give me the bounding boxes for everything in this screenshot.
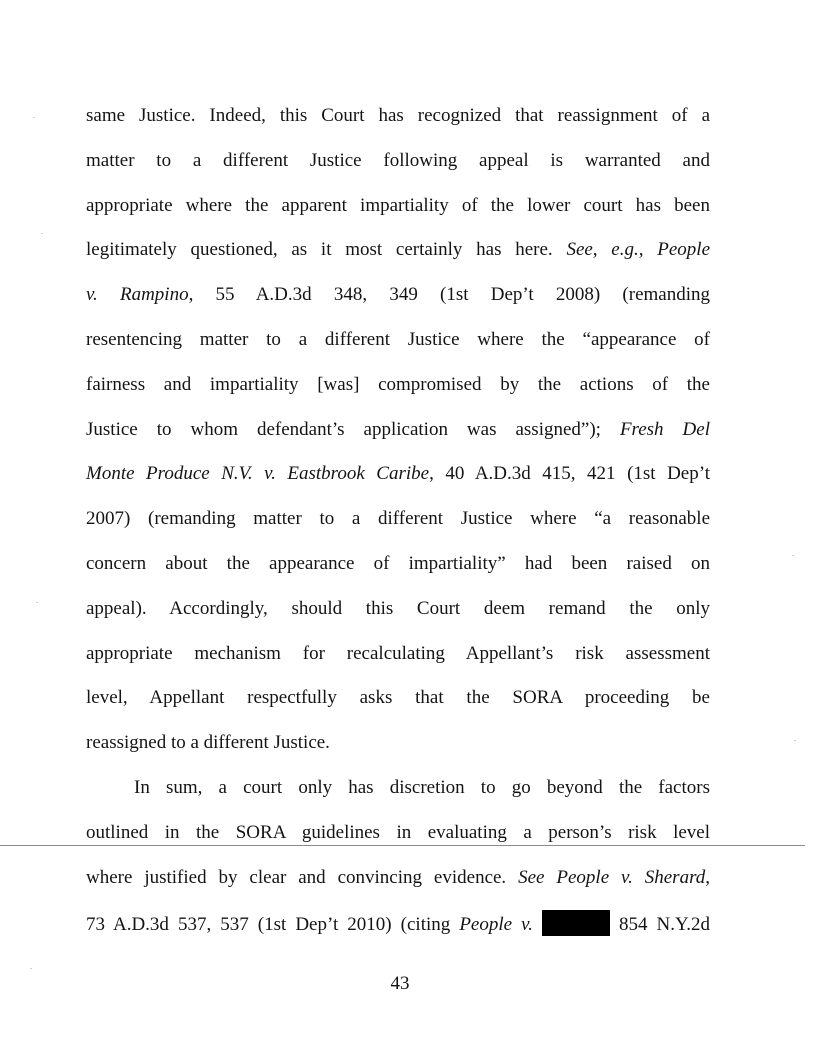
text-line [86,238,710,262]
text-line [86,866,710,890]
text-segment [533,914,542,935]
page-number: 43 [390,973,410,994]
text-line [86,552,710,576]
italic-text: See People v. Sherard [518,867,706,888]
text-segment: appeal). Accordingly, should this Court deem remand the only [86,598,710,619]
text-segment: appropriate mechanism for recalculating Appellant’s risk assessment [86,643,710,664]
redaction-box [542,910,610,936]
italic-text: Monte Produce N.V. v. Eastbrook Caribe [86,463,430,484]
text-segment: , 55 A.D.3d 348, 349 (1st Dep’t 2008) (remanding [188,284,710,305]
text-segment: appropriate where the apparent impartiality of the lower court has been [86,195,710,216]
text-segment: , [705,867,711,888]
text-line [86,686,710,710]
text-segment: level, Appellant respectfully asks that the SORA proceeding be [86,687,710,708]
text-segment: concern about the appearance of impartiality” had been raised on [86,553,710,574]
text-line [86,462,710,486]
text-line [86,283,710,307]
text-line [86,149,710,173]
text-segment: matter to a different Justice following appeal is warranted and [86,150,710,171]
text-segment: resentencing matter to a different Justice where the “appearance of [86,329,710,350]
text-line [134,776,710,800]
scan-speck [33,117,35,118]
text-line [86,731,710,755]
scan-speck [792,555,794,556]
scan-speck [794,740,796,741]
text-segment: same Justice. Indeed, this Court has recognized that reassignment of a [86,105,710,126]
text-line [86,642,710,666]
text-line [86,821,710,845]
text-line [86,910,710,937]
scan-speck [41,233,43,234]
italic-text: People v. [459,914,533,935]
italic-text: See, e.g., People [566,239,710,260]
scan-line [0,845,805,846]
text-line [86,373,710,397]
text-segment: legitimately questioned, as it most certainly has here. [86,239,567,260]
text-segment: 73 A.D.3d 537, 537 (1st Dep’t 2010) (citing [86,914,460,935]
text-segment: 854 N.Y.2d [609,914,711,935]
text-line [86,328,710,352]
text-segment: In sum, a court only has discretion to go beyond the factors [134,777,710,798]
text-segment: fairness and impartiality [was] compromised by the actions of the [86,374,710,395]
text-segment: Justice to whom defendant’s application was assigned”); [86,419,620,440]
text-segment: , 40 A.D.3d 415, 421 (1st Dep’t [429,463,710,484]
text-line [86,418,710,442]
text-line [86,507,710,531]
scan-speck [30,968,32,969]
italic-text: Fresh Del [619,419,710,440]
italic-text: v. Rampino [86,284,189,305]
text-segment: outlined in the SORA guidelines in evaluating a person’s risk level [86,822,710,843]
scan-speck [36,602,38,603]
text-line [86,597,710,621]
text-line [86,104,710,128]
text-line [86,194,710,218]
text-segment: reassigned to a different Justice. [86,732,330,753]
text-segment: 2007) (remanding matter to a different Justice where “a reasonable [86,508,710,529]
text-segment: where justified by clear and convincing evidence. [86,867,519,888]
